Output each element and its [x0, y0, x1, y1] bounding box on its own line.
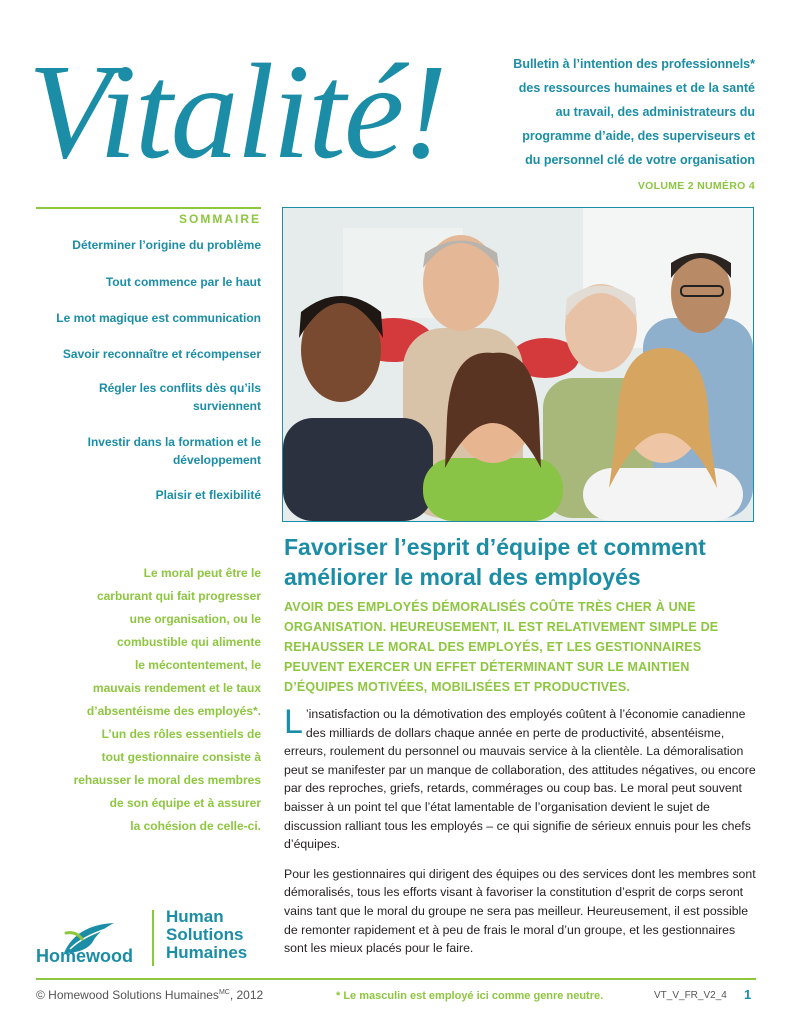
paragraph-text: ’insatisfaction ou la démotivation des employés coûtent à l’économie canadienne des milliards de dollars chaque année en perte de productivité, absentéisme, erreurs, roulement du personnel ou mauvais service à la clientèle. La démoralisation peut se manifester par un manque de collaboration, des attitudes négatives, ou encore par des reproches, griefs, retards, commérages ou coup bas. Le moral peut souvent baisser à un point tel que l’état lamentable de l’organisation devient le sujet de discussion ralliant tous les employés – ce qui signifie de sérieux ennuis pour les chefs d’équipes.	[284, 707, 756, 852]
copyright	[36, 988, 263, 1002]
toc-item[interactable]: Régler les conflits dès qu’ils surviennent	[98, 381, 261, 413]
wordmark-line: Human	[166, 907, 224, 926]
drop-cap: L	[284, 703, 303, 741]
toc-item[interactable]: Investir dans la formation et le développement	[87, 435, 261, 467]
article-body	[284, 705, 756, 969]
intro-line: du personnel clé de votre organisation	[525, 153, 755, 167]
newsletter-intro	[495, 52, 755, 172]
pull-quote-line: combustible qui alimente	[116, 635, 261, 649]
pull-quote-line: une organisation, ou le	[129, 612, 261, 626]
footer-divider	[36, 978, 756, 980]
team-photo	[282, 207, 754, 522]
toc-item[interactable]: Tout commence par le haut	[105, 275, 261, 289]
footer-note: * Le masculin est employé ici comme genre neutre.	[336, 990, 604, 1002]
intro-line: des ressources humaines et de la santé	[518, 81, 755, 95]
pull-quote-line: carburant qui fait progresser	[96, 589, 261, 603]
wordmark-line: Humaines	[166, 943, 248, 962]
issue-label: VOLUME 2 NUMÉRO 4	[637, 180, 755, 192]
copyright-mark: MC	[218, 989, 230, 996]
masthead-title: Vitalité!	[28, 37, 446, 187]
document-code: VT_V_FR_V2_4	[654, 990, 727, 1001]
intro-line: au travail, des administrateurs du	[555, 105, 755, 119]
sidebar-divider	[36, 207, 261, 209]
pull-quote-line: tout gestionnaire consiste à	[101, 750, 261, 764]
body-paragraph	[284, 705, 756, 854]
intro-line: Bulletin à l’intention des professionnels*	[513, 57, 755, 71]
copyright-year: , 2012	[229, 988, 264, 1002]
pull-quote-line: d’absentéisme des employés*.	[86, 704, 261, 718]
pull-quote-line: mauvais rendement et le taux	[92, 681, 261, 695]
article-lede: AVOIR DES EMPLOYÉS DÉMORALISÉS COÛTE TRÈS CHER À UNE ORGANISATION. HEUREUSEMENT, IL EST RELATIVEMENT SIMPLE DE REHAUSSER LE MORAL DES EMPLOYÉS, ET LES GESTIONNAIRES PEUVENT EXERCER UN EFFET DÉTERMINANT SUR LE MAINTIEN D’ÉQUIPES MOTIVÉES, MOBILISÉES ET PRODUCTIVES.	[284, 600, 719, 694]
human-solutions-wordmark	[166, 908, 247, 962]
toc-item[interactable]: Le mot magique est communication	[56, 311, 261, 325]
page-number: 1	[744, 987, 752, 1002]
company-logo	[36, 908, 276, 970]
pull-quote-line: rehausser le moral des membres	[73, 773, 261, 787]
copyright-text: © Homewood Solutions Humaines	[36, 988, 219, 1002]
logo-divider	[152, 910, 154, 966]
wordmark-line: Solutions	[166, 925, 244, 944]
toc-item[interactable]: Plaisir et flexibilité	[155, 488, 261, 502]
pull-quote-line: Le moral peut être le	[143, 566, 261, 580]
pull-quote-line: le mécontentement, le	[134, 658, 261, 672]
homewood-wordmark: Homewood	[36, 946, 133, 966]
sommaire-heading: SOMMAIRE	[179, 212, 261, 226]
team-photo-illustration	[283, 208, 753, 521]
intro-line: programme d’aide, des superviseurs et	[522, 129, 755, 143]
pull-quote-line: de son équipe et à assurer	[109, 796, 261, 810]
pull-quote	[36, 562, 261, 838]
toc-item[interactable]: Savoir reconnaître et récompenser	[62, 347, 261, 361]
body-paragraph: Pour les gestionnaires qui dirigent des équipes ou des services dont les membres sont démoralisés, tous les efforts visant à favoriser la constitution d’esprit de corps seront vains tant que le moral du groupe ne sera pas meilleur. Heureusement, il est possible de remonter rapidement et à peu de frais le moral d’un groupe, et les gestionnaires sont les mieux placés pour le faire.	[284, 866, 756, 956]
pull-quote-line: L’un des rôles essentiels de	[101, 727, 261, 741]
article-title: Favoriser l’esprit d’équipe et comment améliorer le moral des employés	[284, 534, 706, 590]
pull-quote-line: la cohésion de celle-ci.	[130, 819, 261, 833]
toc-item[interactable]: Déterminer l’origine du problème	[72, 238, 261, 252]
